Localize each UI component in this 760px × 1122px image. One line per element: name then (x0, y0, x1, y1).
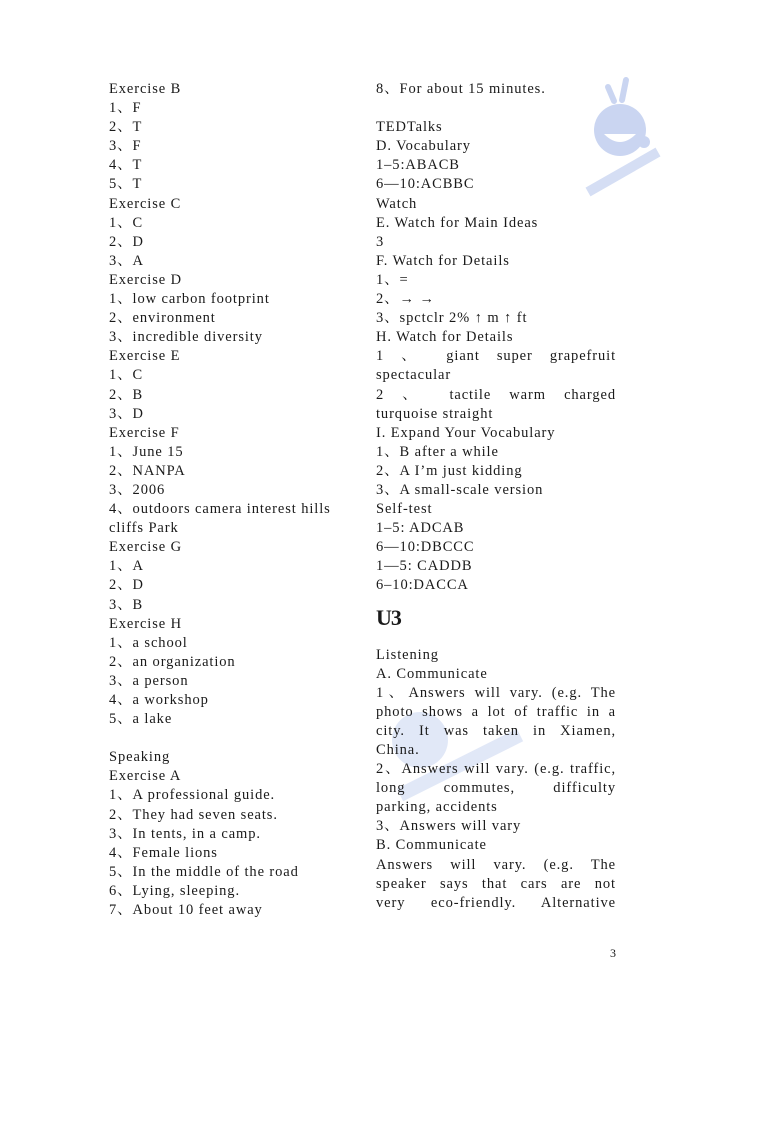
text-line: 5、T (109, 176, 143, 193)
text-line: long commutes, difficulty (376, 780, 616, 797)
text-line: 8、For about 15 minutes. (376, 81, 546, 97)
text-line: 3、In tents, in a camp. (109, 825, 261, 842)
text-line: 2、→ → (376, 291, 435, 308)
text-line: TEDTalks (376, 119, 443, 136)
text-line: city. It was taken in Xiamen, (376, 722, 616, 739)
text-line: 3、a person (109, 672, 189, 689)
text-line: 2、A I’m just kidding (376, 462, 523, 479)
text-line: 3、2006 (109, 481, 166, 498)
text-line: Exercise C (109, 195, 182, 212)
text-line: 1、a school (109, 634, 188, 651)
text-line: 3、Answers will vary (376, 818, 522, 835)
text-line: F. Watch for Details (376, 252, 510, 269)
text-line: 2 、 tactile warm charged (376, 386, 616, 403)
text-line: 4、outdoors camera interest hills (109, 501, 331, 518)
text-line: 6、Lying, sleeping. (109, 882, 240, 899)
section-heading: U3 (376, 604, 401, 630)
text-line: 3、incredible diversity (109, 329, 263, 346)
text-line: B. Communicate (376, 837, 487, 854)
text-line: 1–5: ADCAB (376, 520, 465, 537)
text-line: very eco-friendly. Alternative (376, 894, 616, 911)
text-line: Exercise G (109, 539, 183, 556)
text-line: D. Vocabulary (376, 138, 471, 155)
text-line: I. Expand Your Vocabulary (376, 424, 556, 441)
text-line: parking, accidents (376, 799, 498, 816)
text-line: Exercise H (109, 615, 183, 632)
text-line: speaker says that cars are not (376, 875, 616, 892)
text-line: 3、F (109, 138, 142, 155)
text-line: 6–10:DACCA (376, 577, 469, 594)
text-line: 2、T (109, 119, 143, 136)
text-line: 4、Female lions (109, 844, 218, 861)
text-line: 7、About 10 feet away (109, 902, 263, 919)
text-line: H. Watch for Details (376, 329, 514, 346)
text-line: 2、D (109, 577, 144, 594)
text-line: 1、low carbon footprint (109, 291, 270, 308)
text-line: 3 (376, 233, 385, 250)
text-line: 2、Answers will vary. (e.g. traffic, (376, 761, 616, 778)
text-line: 3、A small-scale version (376, 481, 544, 498)
text-line: Watch (376, 195, 418, 212)
text-line: Speaking (109, 749, 171, 766)
text-line: Exercise B (109, 81, 182, 97)
text-line: photo shows a lot of traffic in a (376, 703, 616, 720)
text-line: 4、T (109, 157, 143, 174)
text-line: 1、C (109, 214, 144, 231)
text-line: 4、a workshop (109, 692, 209, 708)
text-line: Exercise A (109, 768, 182, 785)
text-line: 3、B (109, 596, 144, 613)
text-line: 3、D (109, 405, 144, 422)
left-column (109, 80, 359, 920)
text-line: Listening (376, 646, 439, 663)
text-line: 5、In the middle of the road (109, 863, 299, 880)
text-line: 1 、 giant super grapefruit (376, 348, 616, 365)
text-line: Exercise F (109, 424, 180, 441)
text-line: Self-test (376, 501, 433, 518)
text-line: 1、C (109, 367, 144, 384)
text-line: turquoise straight (376, 405, 494, 422)
text-line: 2、an organization (109, 653, 236, 670)
text-line: 1—5: CADDB (376, 558, 473, 575)
text-line: 1、June 15 (109, 443, 184, 460)
text-line: E. Watch for Main Ideas (376, 214, 539, 231)
text-line: 6—10:DBCCC (376, 539, 475, 556)
text-line: 3、A (109, 252, 144, 269)
text-line: 3、spctclr 2% ↑ m ↑ ft (376, 310, 528, 327)
text-line: 2、NANPA (109, 462, 186, 479)
text-line: Answers will vary. (e.g. The (376, 856, 616, 873)
text-line: 2、B (109, 386, 144, 403)
text-line: China. (376, 742, 420, 758)
text-line: 6—10:ACBBC (376, 176, 475, 193)
blank-line (109, 729, 359, 748)
text-line: 1–5:ABACB (376, 157, 460, 174)
text-line: 1、B after a while (376, 443, 499, 460)
text-line: cliffs Park (109, 520, 179, 537)
text-line: spectacular (376, 367, 452, 384)
blank-line (376, 99, 616, 118)
text-line: Exercise E (109, 348, 181, 365)
text-line: 5、a lake (109, 711, 173, 728)
page-number: 3 (610, 946, 616, 960)
text-line: 1、A (109, 558, 144, 575)
text-line: 1、= (376, 271, 409, 288)
text-line: 1、F (109, 100, 142, 117)
text-line: 2、D (109, 233, 144, 250)
text-line: 1、Answers will vary. (e.g. The (376, 684, 616, 701)
text-line: 2、environment (109, 310, 216, 327)
right-column (376, 80, 616, 913)
text-line: 2、They had seven seats. (109, 806, 278, 823)
text-line: A. Communicate (376, 665, 488, 682)
text-line: Exercise D (109, 271, 183, 288)
text-line: 1、A professional guide. (109, 787, 276, 804)
